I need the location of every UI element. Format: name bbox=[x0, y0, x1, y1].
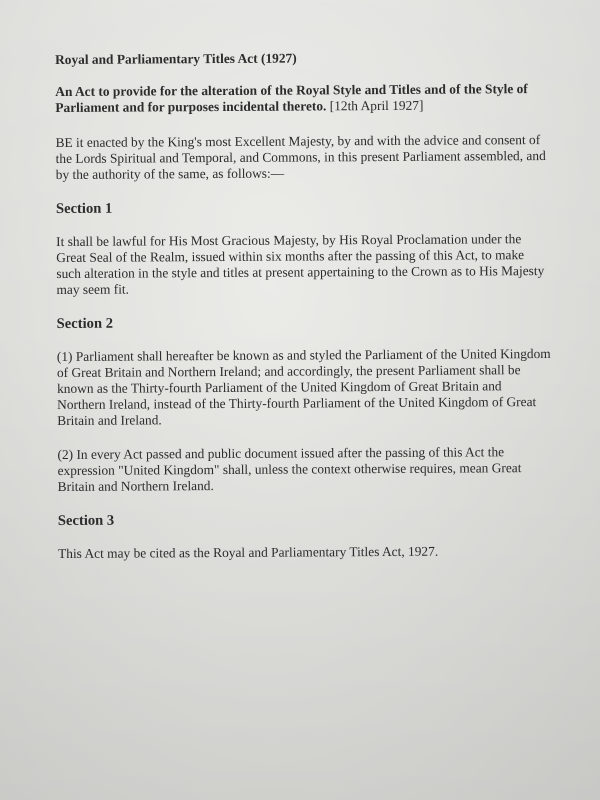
enacting-formula: BE it enacted by the King's most Excellent Majesty, by and with the advice and consent of the Lords Spiritual and Temporal, and Commons, in this present Parliament assembled, and by the authority of the same, as follows:— bbox=[55, 132, 546, 182]
section-2-subsection-1: (1) Parliament shall hereafter be known as and styled the Parliament of the United Kingdom of Great Britain and Northern Ireland; and accordingly, the present Parliament shall be known as the Thirty-fourth Parliament of the United Kingdom of Great Britain and Northern Ireland, instead of the Thirty-fourth Parliament of the United Kingdom of Great Britain and Ireland. bbox=[56, 345, 551, 428]
section-3-heading: Section 3 bbox=[57, 512, 115, 529]
section-1-text: It shall be lawful for His Most Gracious Majesty, by His Royal Proclamation under the Great Seal of the Realm, issued within six months after the passing of this Act, to make such alteration in the style and titles at present appertaining to the Crown as to His Majesty may seem fit. bbox=[56, 231, 545, 297]
act-title: Royal and Parliamentary Titles Act (1927) bbox=[55, 50, 297, 67]
act-long-title bbox=[55, 81, 555, 116]
act-document bbox=[55, 49, 558, 580]
enactment-date: [12th April 1927] bbox=[326, 97, 424, 114]
long-title-text: An Act to provide for the alteration of the Royal Style and Titles and of the Style of Parliament and for purposes incidental thereto. bbox=[55, 81, 528, 115]
section-2-subsection-2: (2) In every Act passed and public document issued after the passing of this Act the expression "United Kingdom" shall, unless the context otherwise requires, mean Great Britain and Northern Ireland. bbox=[57, 444, 522, 494]
section-2-heading: Section 2 bbox=[56, 315, 114, 332]
section-3-text: This Act may be cited as the Royal and Parliamentary Titles Act, 1927. bbox=[58, 543, 439, 561]
section-1-heading: Section 1 bbox=[55, 200, 113, 217]
